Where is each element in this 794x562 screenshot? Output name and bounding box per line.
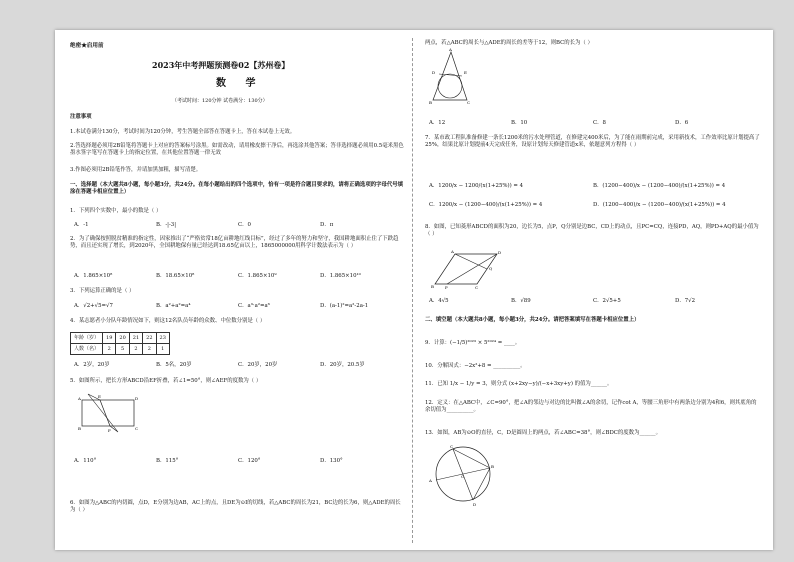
- q7-option-c: C．1200/x − (1200−400)/(x(1+25%)) = 4: [429, 202, 543, 208]
- q9-stem: 9．计算：(−1/5)²⁰²³ × 5²⁰²⁴ = ____。: [425, 340, 521, 346]
- table-cell: 2: [143, 344, 156, 355]
- q4-option-c: C．20岁，20岁: [238, 362, 278, 368]
- q2-option-c: C．1.865×10⁹: [238, 273, 277, 279]
- q5-option-d: D．130°: [320, 458, 343, 464]
- q2-option-b: B．18.65×10⁸: [156, 273, 195, 279]
- q5-options: [74, 458, 402, 465]
- q13-label-d: D: [473, 502, 477, 507]
- note-2: 2.答选择题必须用2B铅笔将答题卡上对应的答案标号涂黑。如需改动，请用橡皮擦干净后，再选涂其他答案；答非选择题必须用0.5毫米黑色墨水签字笔写在答题卡上的指定位置，在其他位置答题一律无效: [70, 143, 404, 157]
- q8-label-q: Q: [489, 266, 493, 271]
- q1-option-c: C．0: [238, 222, 251, 228]
- q8-label-b: B: [431, 284, 434, 289]
- table-cell: 2: [129, 344, 142, 355]
- q8-option-c: C．2√5+5: [593, 298, 621, 304]
- table-cell: 1: [156, 344, 169, 355]
- q3-option-a: A．√2+√5=√7: [74, 303, 113, 309]
- q4-option-a: A．2岁，20岁: [74, 362, 110, 368]
- table-cell: 人数（名）: [71, 344, 103, 355]
- q8-label-p: P: [445, 285, 448, 290]
- q3-options: [74, 303, 402, 310]
- q6-options: [429, 120, 757, 127]
- q8-label-a: A: [451, 249, 454, 254]
- q6-option-b: B．10: [511, 120, 528, 126]
- table-cell: 23: [156, 333, 169, 344]
- table-cell: 年龄（岁）: [71, 333, 103, 344]
- q13-label-o: O: [461, 474, 465, 479]
- q13-stem: 13．如图，AB为⊙O的直径，C，D是圆周上的两点，若∠ABC=38°，则∠BDC的度数为______。: [425, 430, 662, 436]
- secret-mark: 绝密★启用前: [70, 43, 104, 49]
- q5-label-f: F: [108, 428, 111, 433]
- q8-stem: 8．如图，已知菱形ABCD的面积为20，边长为5，点P，Q分别是边BC，CD上的动点，且PC=CQ，连接PD，AQ，则PD+AQ的最小值为（ ）: [425, 224, 759, 238]
- q12-stem: 12．定义：在△ABC中，∠C=90°，把∠A的邻边与对边的比叫做∠A的余切，记作cot A，等腰三角形中有两条边分别为4和6，则其底角的余切值为__________。: [425, 400, 757, 414]
- q6-option-d: D．6: [675, 120, 689, 126]
- table-cell: 22: [143, 333, 156, 344]
- q1-option-a: A．-1: [74, 222, 89, 228]
- q6-option-a: A．12: [429, 120, 446, 126]
- q7-option-a: A．1200/x − 1200/(x(1+25%)) = 4: [429, 183, 524, 189]
- q2-option-a: A．1.865×10⁸: [74, 273, 113, 279]
- q5-folded-rectangle-figure: [80, 392, 140, 437]
- q13-label-a: A: [429, 478, 432, 483]
- q6-incircle-figure: [429, 47, 471, 105]
- exam-info: （考试时间：120分钟 试卷满分：130分）: [172, 98, 268, 104]
- notes-heading: 注意事项: [70, 114, 92, 120]
- column-divider: [412, 38, 413, 543]
- q13-label-b: B: [491, 464, 494, 469]
- q5-label-a: A: [78, 396, 81, 401]
- q8-label-c: C: [475, 285, 479, 290]
- q4-options: [74, 362, 402, 369]
- q2-stem: 2．为了确保按照脱贫精准的指定性，因家推出了“严格贫常18亿亩耕地红线目标”，经过了多年的努力和坚守，我国耕地面积止住了下跌趋势，而且还实现了增长，到2020年，全国耕地保有量已经达到18.65亿亩以上，1865000000用科学计数法表示为（ ）: [70, 236, 399, 250]
- table-cell: 2: [103, 344, 116, 355]
- q8-option-b: B．√89: [511, 298, 531, 304]
- q3-option-c: C．a³·a²=a⁶: [238, 303, 270, 309]
- subject-title: 数 学: [216, 78, 264, 89]
- q6-label-c: C: [467, 100, 471, 105]
- q6-label-d: D: [432, 70, 436, 75]
- q5-option-a: A．110°: [74, 458, 97, 464]
- q8-options: [429, 298, 757, 305]
- q4-stem: 4．某志愿者小分队年龄情况如下，则这12名队员年龄的众数、中位数分别是（ ）: [70, 318, 266, 324]
- q1-option-b: B．-|-3|: [156, 222, 177, 228]
- q6-stem: 6．如图为△ABC的内切圆，点D，E分别为边AB，AC上的点，且DE为⊙I的切线，若△ABC的周长为21，BC边的长为6，则△ADE的周长为（ ）: [70, 500, 401, 514]
- q8-label-d: D: [498, 250, 502, 255]
- q3-option-b: B．a²+a²=a⁴: [156, 303, 191, 309]
- q5-label-d: D: [135, 396, 139, 401]
- q5-option-b: B．115°: [156, 458, 179, 464]
- q6-label-a: A: [449, 47, 452, 52]
- q6-stem-continued: 两点，若△ABC的周长与△ADE的周长的差等于12，则BC的长为（ ）: [425, 40, 593, 46]
- q8-option-d: D．7√2: [675, 298, 696, 304]
- q2-option-d: D．1.865×10¹⁰: [320, 273, 361, 279]
- q7-option-d: D．(1200−400)/x − (1200−400)/(x(1+25%)) = 4: [593, 202, 726, 208]
- table-row: [71, 333, 170, 344]
- q10-stem: 10．分解因式：−2x²+8 = __________。: [425, 363, 526, 369]
- section1-heading: 一、选择题（本大题共8小题，每小题3分，共24分。在每小题给出的四个选项中，恰有一项是符合题目要求的，请将正确选项的字母代号填涂在答题卡相应位置上）: [70, 182, 404, 196]
- exam-title: 2023年中考押题预测卷02【苏州卷】: [152, 60, 290, 70]
- q5-stem: 5．如图所示，把长方形ABCD沿EF折叠，若∠1=50°，则∠AEF的度数为（ ）: [70, 378, 262, 384]
- q1-option-d: D．π: [320, 222, 334, 228]
- table-cell: 21: [129, 333, 142, 344]
- q11-stem: 11．已知 1/x − 1/y = 3，则分式 (x+2xy−y)/(−x+3xy+y) 的值为______。: [425, 381, 613, 387]
- q5-label-b: B: [78, 426, 81, 431]
- q1-stem: 1．下列四个实数中，最小的数是（ ）: [70, 208, 162, 214]
- exam-sheet: [55, 30, 773, 550]
- note-1: 1.本试卷满分130分，考试时间为120分钟，考生答题全部答在答题卡上，答在本试卷上无效。: [70, 129, 296, 135]
- q8-option-a: A．4√5: [429, 298, 449, 304]
- q5-label-e: E: [98, 394, 101, 399]
- table-cell: 19: [103, 333, 116, 344]
- q13-circle-figure: [429, 444, 495, 507]
- q5-label-c: C: [135, 426, 139, 431]
- q6-label-e: E: [464, 70, 467, 75]
- section2-heading: 二、填空题（本大题共8小题，每小题3分，共24分。请把答案填写在答题卡相应位置上）: [425, 317, 640, 323]
- q8-rhombus-figure: [431, 249, 505, 290]
- table-row: [71, 344, 170, 355]
- q4-option-d: D．20岁，20.5岁: [320, 362, 365, 368]
- q13-label-c: C: [450, 444, 454, 449]
- q4-age-table: [70, 332, 170, 355]
- note-3: 3.作图必须用2B铅笔作答，并请加黑加粗，描写清楚。: [70, 167, 202, 173]
- q1-options: [74, 222, 402, 229]
- q2-options: [74, 273, 402, 280]
- q5-option-c: C．120°: [238, 458, 261, 464]
- q7-stem: 7．某市政工程队准备修建一条长1200米的污水处理管道，在修建完400米后，为了能在雨期前完成，采用新技术，工作效率比原计划提高了25%，结果比原计划提前4天完成任务，设原计划每天修建管道x米，依题意列方程得（ ）: [425, 135, 760, 149]
- q6-option-c: C．8: [593, 120, 606, 126]
- q6-label-b: B: [429, 100, 432, 105]
- table-cell: 5: [116, 344, 129, 355]
- q7-option-b: B．(1200−400)/x − (1200−400)/(x(1+25%)) = 4: [593, 183, 726, 189]
- table-cell: 20: [116, 333, 129, 344]
- q4-option-b: B．5名，20岁: [156, 362, 192, 368]
- q3-stem: 3．下列运算正确的是（ ）: [70, 288, 135, 294]
- q3-option-d: D．(a-1)²=a²-2a-1: [320, 303, 369, 309]
